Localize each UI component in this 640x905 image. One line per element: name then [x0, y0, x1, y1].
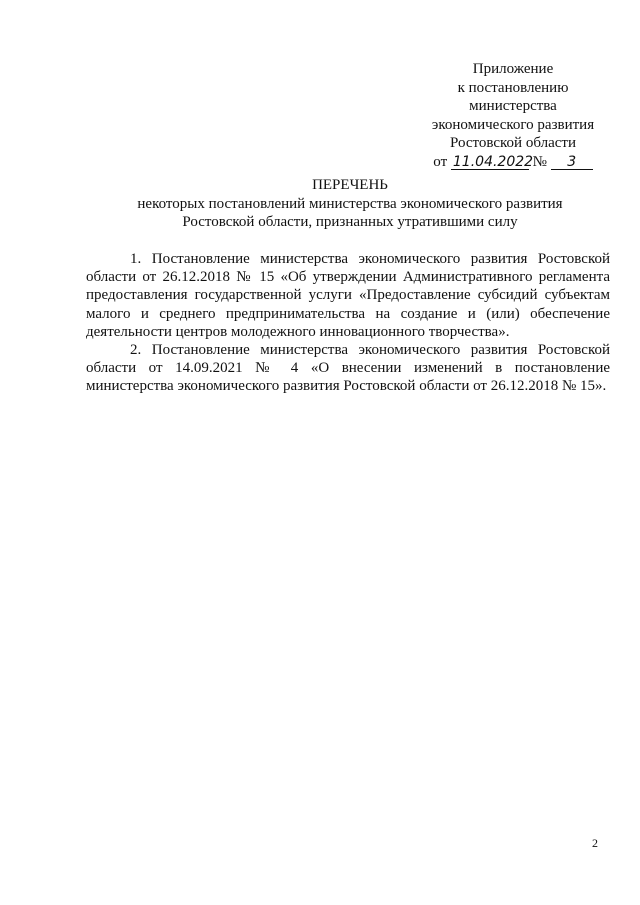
page-number: 2 [592, 836, 598, 850]
title-heading: ПЕРЕЧЕНЬ [312, 177, 388, 193]
appendix-line: Приложение [472, 61, 554, 77]
title-subtitle-line2: Ростовской области, признанных утратившими силу [182, 214, 518, 231]
handwritten-number: 3 [551, 155, 593, 170]
list-item: 1. Постановление министерства экономического развития Ростовской области от 26.12.2018 № 15 «Об утверждении Административного регламента предоставления государственной услуги «Предоставление субсидий субъектам малого и среднего предпринимательства на создание и (или) обеспечение деятельности центров молодежного инновационного творчества». [86, 251, 610, 340]
title-subtitle-line1: некоторых постановлений министерства экономического развития [137, 195, 563, 212]
document-body [86, 250, 610, 396]
handwritten-date: 11.04.2022 [452, 153, 534, 170]
appendix-line: Ростовской области [450, 135, 576, 152]
appendix-reference [408, 153, 618, 172]
date-prefix: от [433, 153, 448, 170]
appendix-header [408, 60, 618, 172]
appendix-line: экономического развития [431, 116, 595, 133]
number-prefix: № [532, 153, 547, 170]
appendix-line: к постановлению [457, 79, 569, 96]
document-title [80, 176, 620, 232]
list-item: 2. Постановление министерства экономического развития Ростовской области от 14.09.2021 № 4 «О внесении изменений в постановление министерства экономического развития Ростовской области от 26.12.2018 № 15». [86, 342, 610, 395]
appendix-line: министерства [469, 98, 557, 115]
